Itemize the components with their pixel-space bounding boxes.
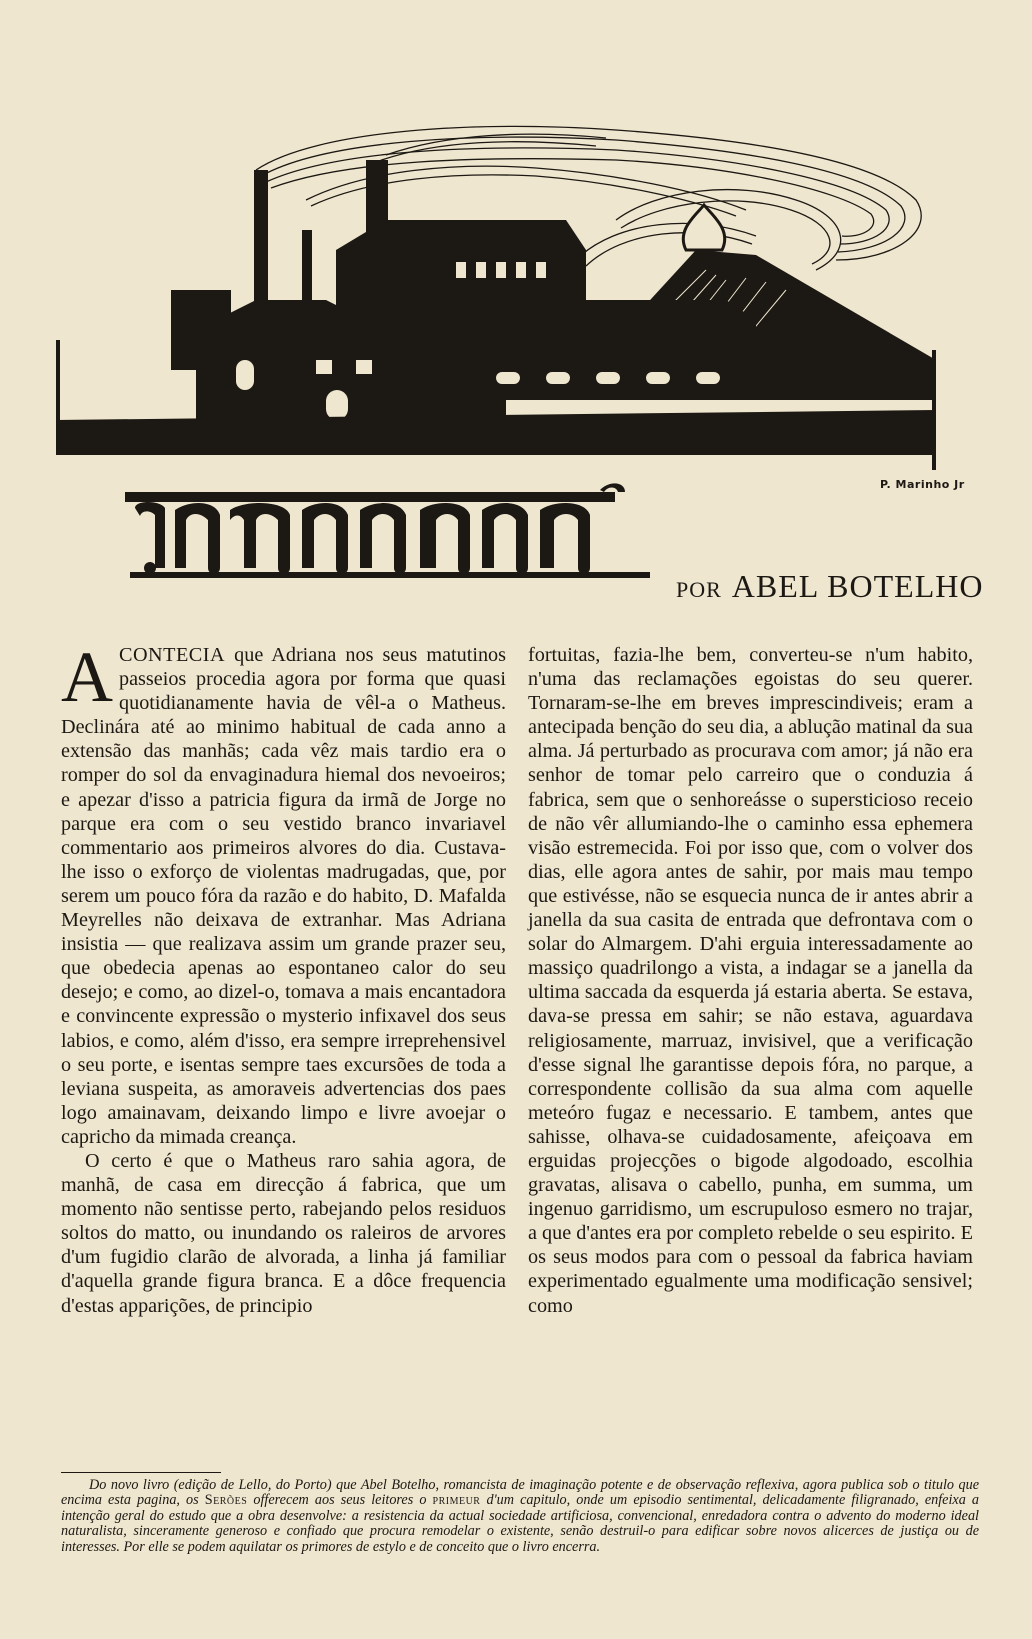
byline-prefix: POR	[676, 577, 722, 602]
author-name: ABEL BOTELHO	[731, 568, 984, 604]
footnote-text: d'um capitulo, onde um episodio sentimental, delicadamente filigranado, enfeixa a intenção geral do estudo que a obra desenvolve: a resistencia da actual sociedade artificiosa, convencional, enredadora contra o advento do moderno ideal naturalista, sinceramente generoso e confiado que procura remodelar o existente, senão destruil-o para edificar sobre novos alicerces de justiça ou de interesses. Por elle se podem aquilatar os primores de estylo e de conceito que o livro encerra.	[61, 1492, 979, 1555]
byline	[676, 568, 983, 605]
paragraph: fortuitas, fazia-lhe bem, converteu-se n'um habito, n'uma das reclamações egoistas do seu querer. Tornaram-se-lhe em breves imprescindiveis; eram a antecipada benção do seu dia, a ablução matinal da sua alma. Já perturbado as procurava com amor; já não era senhor de tomar pelo carreiro que o conduzia á fabrica, sem que o senhoreásse o supersticioso receio de não vêr allumiando-lhe o caminho essa ephemera visão estremecida. Foi por isso que, com o volver dos dias, elle agora antes de sahir, por mais mau tempo que estivésse, não se esquecia nunca de ir antes abrir a janella da sua casita de entrada que defrontava com o solar do Almargem. D'ahi erguia interessadamente ao massiço quadrilongo a vista, a indagar se a janella da ultima saccada da esquerda já estaria aberta. Se estava, dava-se pressa em sahir; se não estava, aguardava religiosamente, marruaz, invisivel, que a verificação d'esse signal lhe garantisse depois fóra, no parque, a correspondente collisão da sua alma com aquelle meteóro fugaz e necessario. E tambem, antes que sahisse, olhava-se cuidadosamente, afeiçoava em erguidas projecções o bigode algodoado, escolhia gravatas, alisava o cabello, punha, em summa, um ingenuo garridismo, um escrupuloso esmero no trajar, a que d'antes era por completo rebelde o seu espirito. E os seus modos para com o pessoal da fabrica haviam experimentado egualmente uma modificação sensivel; como	[528, 644, 973, 1317]
footnote-seroes: Serões	[204, 1492, 248, 1509]
footnote-rule	[61, 1472, 221, 1473]
footnote	[61, 1478, 979, 1555]
illustrator-signature: P. Marinho Jr	[880, 478, 965, 491]
factory-illustration	[56, 110, 986, 510]
paragraph	[61, 637, 506, 1149]
paragraph: O certo é que o Matheus raro sahia agora, de manhã, de casa em direcção á fabrica, que um momento não sentisse perto, rabejando pelos residuos soltos do matto, ou inundando os raleiros de arvores d'um fugidio clarão de alvorada, a linha já familiar d'aquella grande figura branca. E a dôce frequencia d'estas apparições, de principio	[61, 1149, 506, 1317]
first-word-rest: CONTECIA	[119, 644, 226, 666]
footnote-text: offerecem aos seus leitores o	[247, 1492, 433, 1509]
drop-cap: A	[61, 637, 113, 717]
footnote-text: Do novo livro (edição de Lello, do Porto) que Abel Botelho, romancista de imaginação potente e de observação reflexiva, agora publica sob o titulo que encima esta pagina, os	[61, 1477, 979, 1509]
paragraph-text: que Adriana nos seus matutinos passeios procedia agora por forma que quasi quotidianamente havia de vêl-a o Matheus. Declinára até ao minimo habitual de cada anno a extensão das manhãs; cada vêz mais tardio era o romper do sol da envaginadura hiemal dos nevoeiros; e apezar d'isso a patricia figura da irmã de Jorge no parque era com o seu vestido branco invariavel commentario aos primeiros alvores do dia. Custava-lhe isso o exforço de violentas madrugadas, que, por serem um pouco fóra da razão e do habito, D. Mafalda Meyrelles não deixava de extranhar. Mas Adriana insistia — que realizava assim um grande prazer seu, que obedecia apenas ao espontaneo calor do seu desejo; e como, ao dizel-o, tomava a mais encantadora e convincente expressão o mysterio infixavel dos seus labios, e como, além d'isso, era sempre irreprehensivel o seu porte, e isentas sempre taes excursões de toda a leviana suspeita, as amoraveis advertencias dos paes logo amainavam, deixando limpo e livre avoejar o capricho da mimada creança.	[61, 644, 506, 1148]
text-column-right	[528, 643, 973, 1318]
text-column-left	[61, 637, 506, 1318]
footnote-primeur: primeur	[432, 1492, 481, 1509]
